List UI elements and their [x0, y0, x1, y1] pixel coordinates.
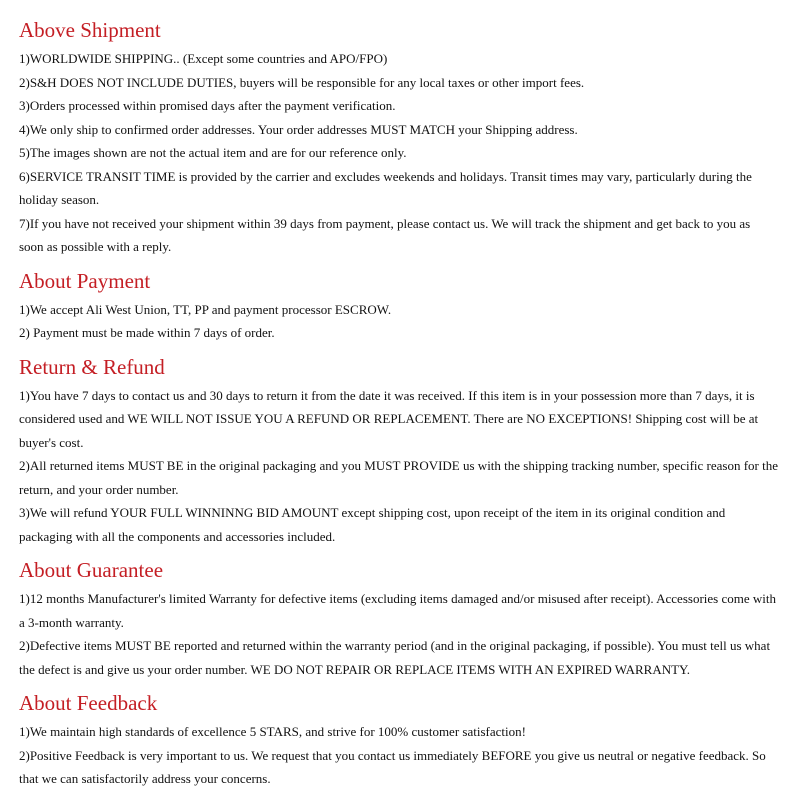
section-return-refund [19, 355, 778, 549]
section-shipment [19, 18, 778, 259]
policy-item: 1)WORLDWIDE SHIPPING.. (Except some countries and APO/FPO) [19, 51, 388, 66]
policy-item: 2)All returned items MUST BE in the original packaging and you MUST PROVIDE us with the shipping tracking number, specific reason for the return, and your order number. [19, 458, 779, 497]
section-payment [19, 269, 778, 345]
policy-item: 4)We only ship to confirmed order addresses. Your order addresses MUST MATCH your Shipping address. [19, 121, 578, 137]
section-guarantee [19, 558, 778, 681]
policy-item: 2)S&H DOES NOT INCLUDE DUTIES, buyers will be responsible for any local taxes or other import fees. [19, 74, 585, 90]
policy-item: 2)Defective items MUST BE reported and returned within the warranty period (and in the original packaging, if possible). You must tell us what the defect is and give us your order number. WE DO NOT REPAIR OR REPLACE ITEMS WITH AN EXPIRED WARRANTY. [19, 638, 771, 677]
section-title: About Feedback [19, 691, 158, 715]
policy-item: 1)You have 7 days to contact us and 30 days to return it from the date it was received. If this item is in your possession more than 7 days, it is considered used and WE WILL NOT ISSUE YOU A REFUND OR REPLACEMENT. There are NO EXCEPTIONS! Shipping cost will be at buyer's cost. [19, 387, 759, 450]
policy-item: 3)We will refund YOUR FULL WINNINNG BID AMOUNT except shipping cost, upon receipt of the item in its original condition and packaging with all the components and accessories included. [19, 505, 726, 544]
policy-item: 1)We maintain high standards of excellence 5 STARS, and strive for 100% customer satisfaction! [19, 724, 526, 739]
section-title: About Guarantee [19, 558, 164, 582]
section-feedback [19, 691, 778, 791]
policy-item: 6)SERVICE TRANSIT TIME is provided by the carrier and excludes weekends and holidays. Transit times may vary, particularly during the holiday season. [19, 168, 752, 207]
policy-item: 1)12 months Manufacturer's limited Warranty for defective items (excluding items damaged and/or misused after receipt). Accessories come with a 3-month warranty. [19, 591, 776, 630]
policy-item: 3)Orders processed within promised days after the payment verification. [19, 98, 396, 113]
policy-item: 7)If you have not received your shipment within 39 days from payment, please contact us. We will track the shipment and get back to you as soon as possible with a reply. [19, 215, 751, 254]
section-title: About Payment [19, 268, 151, 293]
section-title: Return & Refund [19, 354, 165, 379]
policy-item: 2) Payment must be made within 7 days of order. [19, 325, 275, 340]
policy-item: 1)We accept Ali West Union, TT, PP and payment processor ESCROW. [19, 301, 392, 317]
section-title: Above Shipment [19, 18, 161, 42]
policy-item: 2)Positive Feedback is very important to us. We request that you contact us immediately BEFORE you give us neutral or negative feedback. So that we can satisfactorily address your concerns. [19, 747, 766, 786]
policy-item: 5)The images shown are not the actual item and are for our reference only. [19, 145, 407, 160]
